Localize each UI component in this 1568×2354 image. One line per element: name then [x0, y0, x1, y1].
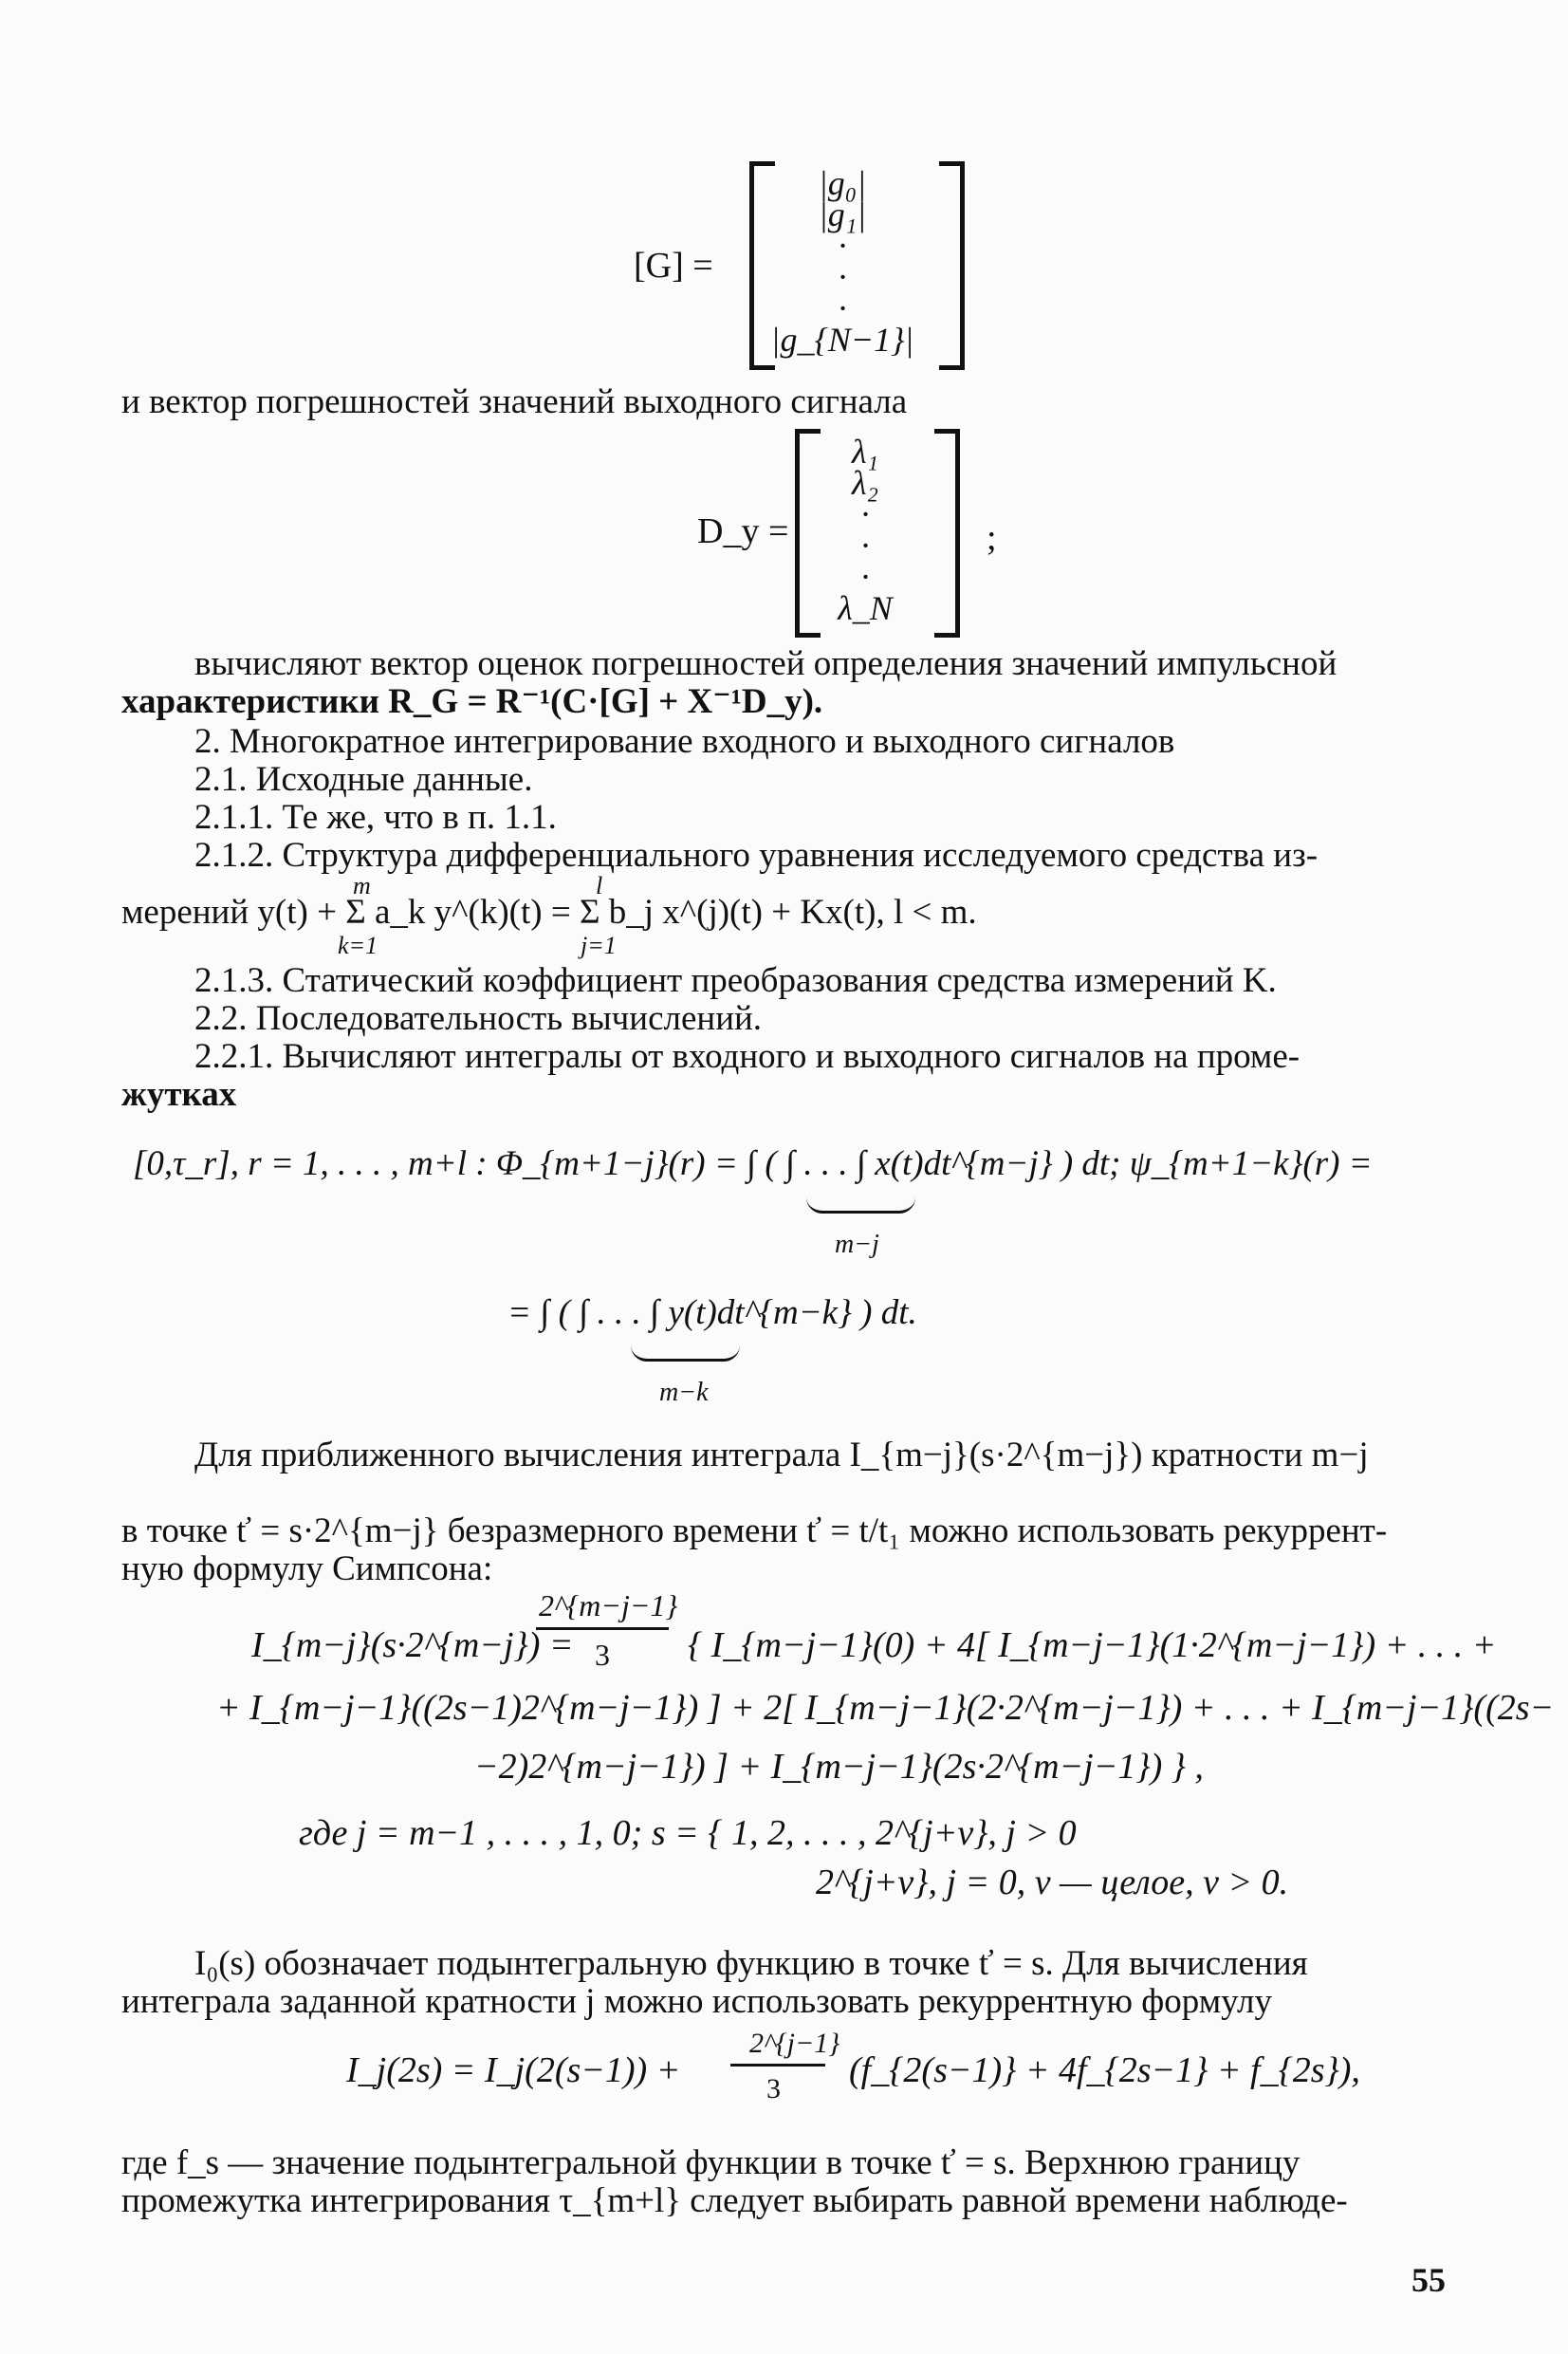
underbrace-1-label: m−j: [835, 1230, 879, 1259]
matrix-g-right-bracket: [939, 161, 965, 370]
simpson-para-line1: Для приближенного вычисления интеграла I_{m−j}(s·2^{m−j}) кратности m−j: [194, 1436, 1369, 1474]
page-number: 55: [1411, 2261, 1446, 2299]
simpson-lhs: I_{m−j}(s·2^{m−j}) =: [251, 1625, 574, 1665]
underbrace-1: [806, 1197, 915, 1214]
matrix-g-entry: ·: [838, 227, 847, 265]
recurrent-rhs: (f_{2(s−1)} + 4f_{2s−1} + f_{2s}),: [849, 2050, 1360, 2090]
para1-line2: характеристики R_G = R⁻¹(C·[G] + X⁻¹D_y).: [121, 682, 823, 721]
para1-line1: вычисляют вектор оценок погрешностей определения значений импульсной: [194, 644, 1337, 683]
vector-intro-text: и вектор погрешностей значений выходного сигнала: [121, 382, 908, 421]
i0-para-line2: интеграла заданной кратности j можно использовать рекуррентную формулу: [121, 1982, 1272, 2021]
section-2-2-1-line1: 2.2.1. Вычисляют интегралы от входного и выходного сигналов на проме-: [194, 1037, 1301, 1076]
simpson-rhs-line1: { I_{m−j−1}(0) + 4[ I_{m−j−1}(1·2^{m−j−1}) + . . . +: [688, 1625, 1497, 1665]
underbrace-2: [631, 1345, 740, 1362]
where-line1: где j = m−1 , . . . , 1, 0; s = { 1, 2, . . . , 2^{j+v}, j > 0: [299, 1813, 1077, 1853]
sum-bottom-j: j=1: [581, 932, 617, 959]
matrix-d-entry: ·: [860, 495, 870, 533]
matrix-d-suffix: ;: [987, 518, 997, 558]
matrix-d-entry: ·: [860, 558, 870, 596]
matrix-d-label: D_y =: [697, 511, 789, 551]
simpson-fraction-line: [536, 1627, 669, 1630]
recurrent-fraction-den: 3: [766, 2073, 781, 2104]
sum-top-m: m: [353, 872, 371, 899]
i0-para-line1: I₀(s) обозначает подынтегральную функцию в точке ť = s. Для вычисления: [194, 1944, 1308, 1983]
section-2-2: 2.2. Последовательность вычислений.: [194, 999, 763, 1038]
recurrent-lhs: I_j(2s) = I_j(2(s−1)) +: [346, 2050, 681, 2090]
matrix-g-entry: |g₁|: [818, 195, 867, 233]
recurrent-fraction-num: 2^{j−1}: [749, 2028, 840, 2059]
matrix-g-label: [G] =: [634, 246, 713, 286]
integral-phi-equation: [0,τ_r], r = 1, . . . , m+l : Φ_{m+1−j}(r) = ∫ ( ∫ . . . ∫ x(t)dt^{m−j} ) dt; ψ_{m+1−k}(r) =: [133, 1144, 1373, 1183]
simpson-fraction-num: 2^{m−j−1}: [539, 1588, 678, 1622]
integral-psi-equation: = ∫ ( ∫ . . . ∫ y(t)dt^{m−k} ) dt.: [507, 1293, 917, 1332]
section-2-1-2-line1: 2.1.2. Структура дифференциального уравнения исследуемого средства из-: [194, 836, 1319, 875]
matrix-d-entry: λ₁: [851, 433, 879, 471]
where-line2: 2^{j+v}, j = 0, v — целое, v > 0.: [816, 1863, 1289, 1902]
section-2-1-2-line2: мерений y(t) + Σ a_k y^(k)(t) = Σ b_j x^(j)(t) + Kx(t), l < m.: [121, 893, 977, 932]
simpson-rhs-line2: + I_{m−j−1}((2s−1)2^{m−j−1}) ] + 2[ I_{m−j−1}(2·2^{m−j−1}) + . . . + I_{m−j−1}((2s−: [216, 1688, 1555, 1728]
section-2: 2. Многократное интегрирование входного и выходного сигналов: [194, 722, 1175, 761]
matrix-g-entry: ·: [838, 258, 847, 296]
section-2-1-3: 2.1.3. Статический коэффициент преобразования средства измерений K.: [194, 961, 1277, 1000]
matrix-g-entry: |g_{N−1}|: [770, 321, 914, 359]
matrix-g-entry: |g₀|: [818, 164, 867, 202]
matrix-d-entry: ·: [860, 527, 870, 565]
sum-bottom-k: k=1: [338, 932, 378, 959]
simpson-para-line2: в точке ť = s·2^{m−j} безразмерного времени ť = t/t₁ можно использовать рекуррент-: [121, 1511, 1388, 1550]
matrix-d-entry: λ₂: [851, 464, 879, 502]
matrix-d-entry: λ_N: [838, 589, 893, 627]
final-line2: промежутка интегрирования τ_{m+l} следует выбирать равной времени наблюде-: [121, 2181, 1348, 2220]
simpson-fraction-den: 3: [595, 1638, 610, 1672]
final-line1: где f_s — значение подынтегральной функции в точке ť = s. Верхнюю границу: [121, 2143, 1301, 2182]
simpson-rhs-line3: −2)2^{m−j−1}) ] + I_{m−j−1}(2s·2^{m−j−1}) } ,: [474, 1747, 1204, 1787]
sum-top-l: l: [596, 872, 603, 899]
section-2-2-1-line2: жутках: [121, 1075, 237, 1114]
underbrace-2-label: m−k: [659, 1378, 709, 1407]
section-2-1-1: 2.1.1. Те же, что в п. 1.1.: [194, 798, 557, 837]
recurrent-fraction-line: [730, 2064, 825, 2067]
matrix-g-entry: ·: [838, 289, 847, 327]
simpson-para-line3: ную формулу Симпсона:: [121, 1549, 493, 1588]
section-2-1: 2.1. Исходные данные.: [194, 760, 533, 799]
